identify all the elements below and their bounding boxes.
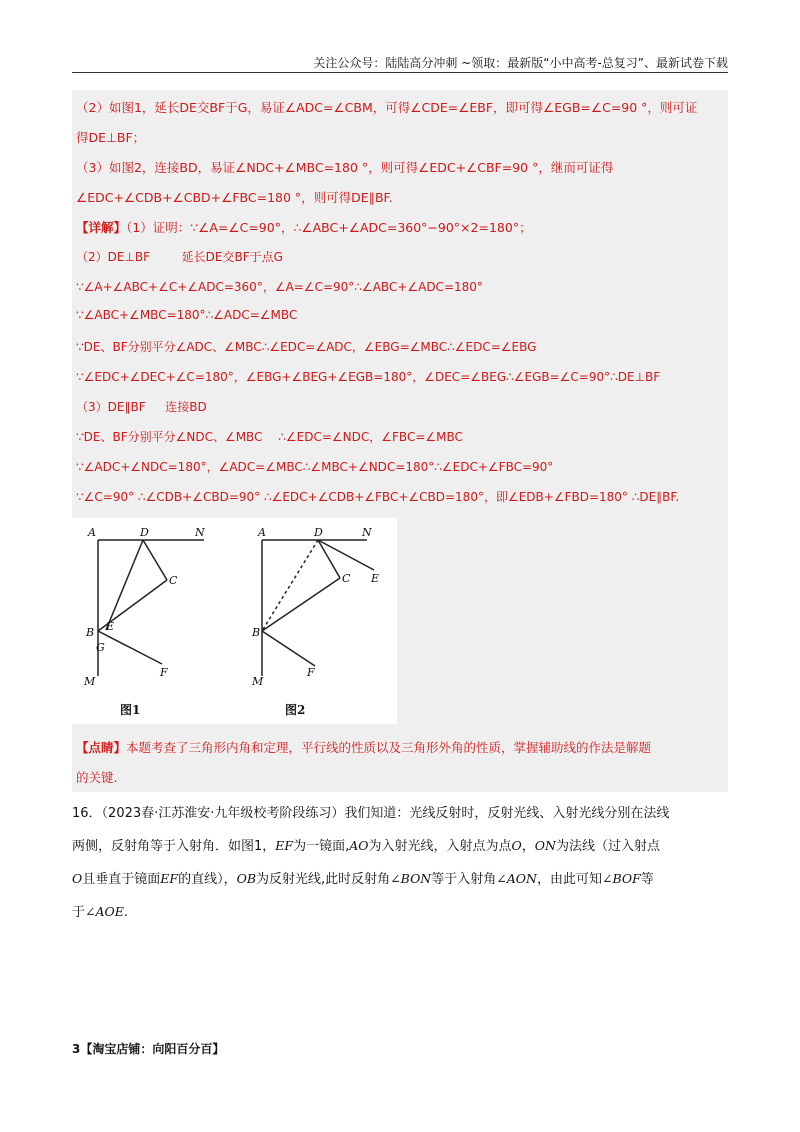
solution-line: （3）如图2，连接BD，易证∠NDC+∠MBC=180 °，则可得∠EDC+∠CBF=90 °，继而可证得 xyxy=(76,160,614,175)
fig2-label-m: M xyxy=(252,675,264,688)
comment-tag: 【点睛】 xyxy=(76,740,127,755)
solution-line: 【点睛】本题考查了三角形内角和定理，平行线的性质以及三角形外角的性质，掌握辅助线的作法是解题 xyxy=(76,740,652,755)
solution-line: ∠EDC+∠CDB+∠CBD+∠FBC=180 °，则可得DE∥BF. xyxy=(76,190,393,205)
solution-block xyxy=(72,90,728,792)
fig1-label-m: M xyxy=(84,675,96,688)
header-divider xyxy=(72,72,728,73)
fig1-label-n: N xyxy=(195,526,205,539)
fig1-label-f: F xyxy=(160,666,168,679)
solution-line: 【详解】（1）证明：∵∠A=∠C=90°，∴∠ABC+∠ADC=360°−90°×2=180°； xyxy=(76,220,532,235)
fig2-label-c: C xyxy=(342,572,351,585)
geometry-figures xyxy=(72,518,397,724)
solution-line: 得DE⊥BF； xyxy=(76,130,146,145)
solution-line: （2）如图1，延长DE交BF于G，易证∠ADC=∠CBM，可得∠CDE=∠EBF，即可得∠EGB=∠C=90 °，则可证 xyxy=(76,100,698,115)
solution-line: ∵∠ADC+∠NDC=180°，∠ADC=∠MBC∴∠MBC+∠NDC=180°∴∠EDC+∠FBC=90° xyxy=(76,460,554,474)
fig2-label-d: D xyxy=(314,526,323,539)
q16-line-1: 16．（2023春·江苏淮安·九年级校考阶段练习）我们知道：光线反射时，反射光线、入射光线分别在法线 xyxy=(72,806,670,821)
solution-line: ∵∠EDC+∠DEC+∠C=180°，∠EBG+∠BEG+∠EGB=180°，∠DEC=∠BEG∴∠EGB=∠C=90°∴DE⊥BF xyxy=(76,370,661,384)
fig2-label-e: E xyxy=(371,572,380,585)
solution-line: ∵∠ABC+∠MBC=180°∴∠ADC=∠MBC xyxy=(76,308,298,322)
fig1-label-a: A xyxy=(88,526,96,539)
fig2-label-n: N xyxy=(362,526,372,539)
solution-line: （3）DE∥BF 连接BD xyxy=(76,400,207,414)
question-16 xyxy=(72,798,728,929)
solution-line: ∵DE、BF分别平分∠NDC、∠MBC ∴∠EDC=∠NDC，∠FBC=∠MBC xyxy=(76,430,463,444)
fig2-label-f: F xyxy=(307,666,315,679)
solution-line: ∵∠C=90° ∴∠CDB+∠CBD=90° ∴∠EDC+∠CDB+∠FBC+∠CBD=180°，即∠EDB+∠FBD=180° ∴DE∥BF. xyxy=(76,490,680,504)
fig2-label-a: A xyxy=(258,526,266,539)
page-header: 关注公众号：陆陆高分冲刺 ~领取：最新版“小中高考-总复习”、最新试卷下载 xyxy=(313,56,728,70)
detail-tag: 【详解】 xyxy=(76,220,127,235)
solution-line: （2）DE⊥BF 延长DE交BF于点G xyxy=(76,250,283,264)
fig2-label-b: B xyxy=(252,626,261,639)
fig1-label-c: C xyxy=(169,574,178,587)
fig1-caption: 图1 xyxy=(120,703,141,717)
q16-line-4: 于∠AOE. xyxy=(72,904,129,920)
solution-line: ∵DE、BF分别平分∠ADC、∠MBC∴∠EDC=∠ADC，∠EBG=∠MBC∴∠EDC=∠EBG xyxy=(76,340,537,354)
fig1-label-g: G xyxy=(96,641,105,654)
page-footer: 3【淘宝店铺：向阳百分百】 xyxy=(72,1042,225,1056)
q16-line-2: 两侧，反射角等于入射角．如图1，EF为一镜面,AO为入射光线，入射点为点O，ON为法线（过入射点 xyxy=(72,838,660,854)
geometry-diagram xyxy=(72,518,397,724)
solution-line: ∵∠A+∠ABC+∠C+∠ADC=360°，∠A=∠C=90°∴∠ABC+∠ADC=180° xyxy=(76,280,483,294)
fig1-label-d: D xyxy=(140,526,149,539)
fig2-caption: 图2 xyxy=(285,703,306,717)
q16-line-3: O且垂直于镜面EF的直线），OB为反射光线,此时反射角∠BON等于入射角∠AON，由此可知∠BOF等 xyxy=(72,871,654,887)
fig1-label-b: B xyxy=(86,626,95,639)
solution-line: 的关键. xyxy=(76,770,118,785)
fig1-label-e: E xyxy=(106,620,115,633)
